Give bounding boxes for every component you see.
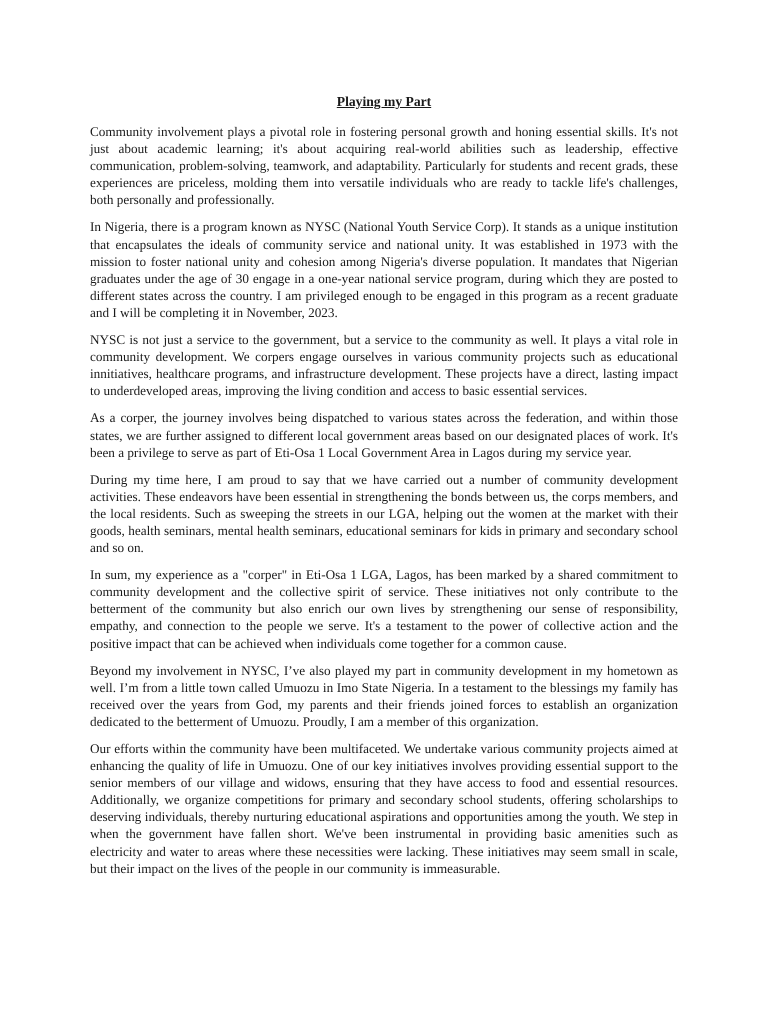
paragraph-hometown: Beyond my involvement in NYSC, I’ve also played my part in community development in my hometown as well. I’m from a little town called Umuozu in Imo State Nigeria. In a testament to the blessings my family has received over the years from God, my parents and their friends joined forces to establish an organization dedicated to the betterment of Umuozu. Proudly, I am a member of this organization. <box>90 662 678 729</box>
document-title: Playing my Part <box>336 94 432 109</box>
paragraph-corper-journey: As a corper, the journey involves being dispatched to various states across the federation, and within those states, we are further assigned to different local government areas based on our designated places of work. It's been a privilege to serve as part of Eti-Osa 1 Local Government Area in Lagos during my service year. <box>90 410 678 460</box>
paragraph-community-efforts: Our efforts within the community have been multifaceted. We undertake various community projects aimed at enhancing the quality of life in Umuozu. One of our key initiatives involves providing essential support to the senior members of our village and widows, ensuring that they have access to food and essential resources. Additionally, we organize competitions for primary and secondary school students, offering scholarships to deserving individuals, thereby nurturing educational aspirations and opportunities among the youth. We step in when the government have fallen short. We've been instrumental in providing basic amenities such as electricity and water to areas where these necessities were lacking. These initiatives may seem small in scale, but their impact on the lives of the people in our community is immeasurable. <box>90 741 678 876</box>
paragraph-summary: In sum, my experience as a "corper" in Eti-Osa 1 LGA, Lagos, has been marked by a shared commitment to community development and the collective spirit of service. These initiatives not only contribute to the betterment of the community but also enrich our own lives by strengthening our sense of responsibility, empathy, and connection to the people we serve. It's a testament to the power of collective action and the positive impact that can be achieved when individuals come together for a common cause. <box>90 567 678 651</box>
paragraph-community-service: NYSC is not just a service to the government, but a service to the community as well. It plays a vital role in community development. We corpers engage ourselves in various community projects such as educational innitiatives, healthcare programs, and infrastructure development. These projects have a direct, lasting impact to underdeveloped areas, improving the living condition and access to basic essential services. <box>90 332 678 399</box>
paragraph-community-involvement: Community involvement plays a pivotal role in fostering personal growth and honing essential skills. It's not just about academic learning; it's about acquiring real-world abilities such as leadership, effective communication, problem-solving, teamwork, and adaptability. Particularly for students and recent grads, these experiences are priceless, molding them into versatile individuals who are ready to tackle life's challenges, both personally and professionally. <box>90 124 678 208</box>
paragraph-nysc-program: In Nigeria, there is a program known as NYSC (National Youth Service Corp). It stands as a unique institution that encapsulates the ideals of community service and national unity. It was established in 1973 with the mission to foster national unity and cohesion among Nigeria's diverse population. It mandates that Nigerian graduates under the age of 30 engage in a one-year national service program, during which they are posted to different states across the country. I am privileged enough to be engaged in this program as a recent graduate and I will be completing it in November, 2023. <box>90 219 678 320</box>
paragraph-development-activities: During my time here, I am proud to say that we have carried out a number of community development activities. These endeavors have been essential in strengthening the bonds between us, the corps members, and the local residents. Such as sweeping the streets in our LGA, helping out the women at the market with their goods, health seminars, mental health seminars, educational seminars for kids in primary and secondary school and so on. <box>90 471 678 556</box>
